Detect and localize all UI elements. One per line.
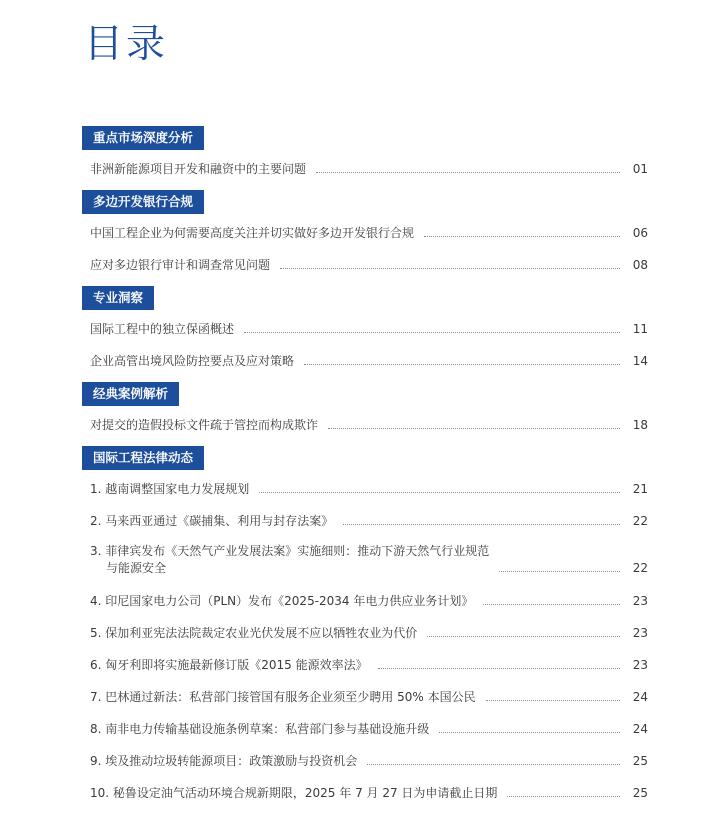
toc-entry-title-line1: 3. 菲律宾发布《天然气产业发展法案》实施细则：推动下游天然气行业规范 [90,544,490,558]
section-heading-mdb-compliance: 多边开发银行合规 [82,190,204,214]
toc-entry-title [90,543,489,577]
section-heading-legal-updates: 国际工程法律动态 [82,446,204,470]
toc-entry-page: 21 [632,482,648,496]
dot-leader [280,268,620,269]
section-heading-insights: 专业洞察 [82,286,154,310]
toc-entry[interactable] [90,624,648,642]
dot-leader [316,172,620,173]
toc-entry-title: 8. 南非电力传输基础设施条例草案：私营部门参与基础设施升级 [90,722,430,736]
toc-entry-page: 25 [632,786,648,800]
toc-entry-page: 06 [632,226,648,240]
dot-leader [499,571,620,572]
toc-entry[interactable] [90,543,648,577]
toc-entry-page: 23 [632,658,648,672]
toc-entry-page: 22 [632,514,648,528]
toc-entry[interactable] [90,416,648,434]
toc-entry[interactable] [90,688,648,706]
dot-leader [424,236,620,237]
toc-entry[interactable] [90,784,648,802]
section-heading-case-studies: 经典案例解析 [82,382,179,406]
toc-entry-title: 2. 马来西亚通过《碳捕集、利用与封存法案》 [90,514,334,528]
dot-leader [427,636,620,637]
dot-leader [486,700,620,701]
toc-entry[interactable] [90,752,648,770]
dot-leader [483,604,620,605]
dot-leader [439,732,620,733]
toc-entry-page: 24 [632,690,648,704]
toc-entry-title: 10. 秘鲁设定油气活动环境合规新期限，2025 年 7 月 27 日为申请截止日期 [90,786,498,800]
dot-leader [367,764,620,765]
toc-entry[interactable] [90,656,648,674]
dot-leader [378,668,620,669]
dot-leader [259,492,620,493]
page-title: 目录 [84,22,169,67]
toc-entry[interactable] [90,512,648,530]
section-heading-key-markets: 重点市场深度分析 [82,126,204,150]
toc-entry[interactable] [90,480,648,498]
toc-entry-page: 23 [632,594,648,608]
toc-entry-title: 4. 印尼国家电力公司（PLN）发布《2025-2034 年电力供应业务计划》 [90,594,474,608]
toc-entry-page: 11 [632,322,648,336]
toc-entry-title-line2: 与能源安全 [106,561,167,575]
toc-entry[interactable] [90,160,648,178]
dot-leader [328,428,620,429]
toc-entry-page: 18 [632,418,648,432]
dot-leader [343,524,620,525]
toc-entry[interactable] [90,224,648,242]
toc-entry-title: 6. 匈牙利即将实施最新修订版《2015 能源效率法》 [90,658,368,672]
toc-entry[interactable] [90,352,648,370]
toc-entry-page: 01 [632,162,648,176]
toc-entry-title: 非洲新能源项目开发和融资中的主要问题 [90,162,307,176]
toc-entry-page: 14 [632,354,648,368]
toc-entry-page: 08 [632,258,648,272]
toc-entry-page: 23 [632,626,648,640]
toc-entry[interactable] [90,592,648,610]
toc-entry-title: 应对多边银行审计和调查常见问题 [90,258,271,272]
toc-entry-page: 24 [632,722,648,736]
toc-entry-page: 22 [632,561,648,575]
toc-entry[interactable] [90,256,648,274]
toc-entry-title: 5. 保加利亚宪法法院裁定农业光伏发展不应以牺牲农业为代价 [90,626,418,640]
toc-entry-title: 9. 埃及推动垃圾转能源项目：政策激励与投资机会 [90,754,358,768]
toc-entry-title: 7. 巴林通过新法：私营部门接管国有服务企业须至少聘用 50% 本国公民 [90,690,476,704]
toc-entry-title: 对提交的造假投标文件疏于管控而构成欺诈 [90,418,319,432]
dot-leader [507,796,620,797]
dot-leader [244,332,620,333]
toc-entry-title: 中国工程企业为何需要高度关注并切实做好多边开发银行合规 [90,226,415,240]
toc-entry[interactable] [90,720,648,738]
dot-leader [304,364,620,365]
toc-entry[interactable] [90,320,648,338]
toc-entry-title: 国际工程中的独立保函概述 [90,322,235,336]
toc-entry-page: 25 [632,754,648,768]
toc-entry-title: 1. 越南调整国家电力发展规划 [90,482,250,496]
toc-entry-title: 企业高管出境风险防控要点及应对策略 [90,354,295,368]
